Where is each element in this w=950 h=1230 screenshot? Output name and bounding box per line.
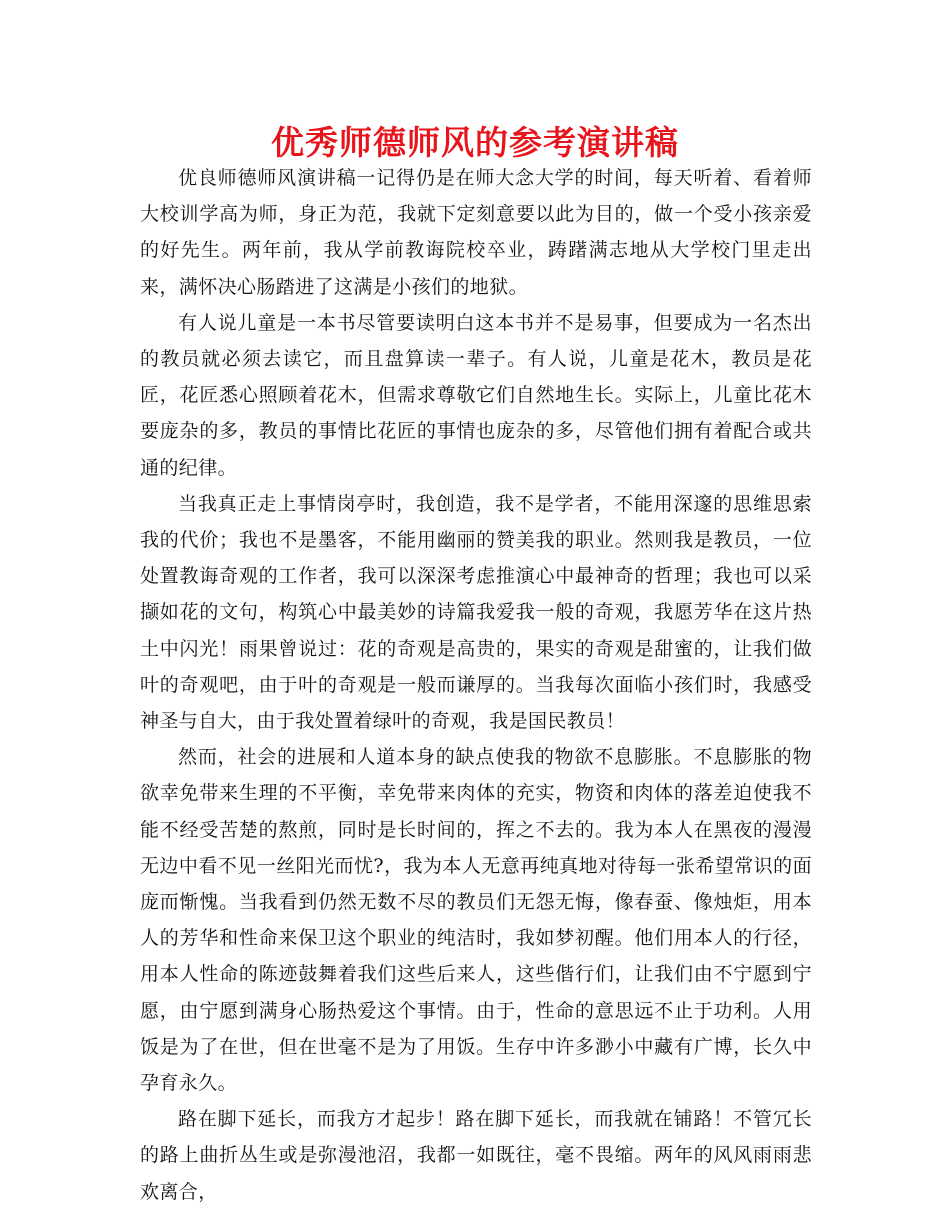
- paragraph-3: 当我真正走上事情岗亭时，我创造，我不是学者，不能用深邃的思维思索我的代价；我也不是墨客，不能用幽丽的赞美我的职业。然则我是教员，一位处置教诲奇观的工作者，我可以深深考虑推演心中最神奇的哲理；我也可以采撷如花的文句，构筑心中最美妙的诗篇我爱我一般的奇观，我愿芳华在这片热土中闪光！雨果曾说过：花的奇观是高贵的，果实的奇观是甜蜜的，让我们做叶的奇观吧，由于叶的奇观是一般而谦厚的。当我每次面临小孩们时，我感受神圣与自大，由于我处置着绿叶的奇观，我是国民教员！: [140, 492, 812, 733]
- document-body: [140, 160, 812, 1210]
- page-title: 优秀师德师风的参考演讲稿: [271, 123, 679, 162]
- paragraph-5: 路在脚下延长，而我方才起步！路在脚下延长，而我就在铺路！不管冗长的路上曲折丛生或是弥漫池沼，我都一如既往，毫不畏缩。两年的风风雨雨悲欢离合，: [140, 1108, 812, 1203]
- paragraph-4: 然而，社会的进展和人道本身的缺点使我的物欲不息膨胀。不息膨胀的物欲幸免带来生理的不平衡，幸免带来肉体的充实，物资和肉体的落差迫使我不能不经受苦楚的熬煎，同时是长时间的，挥之不去的。我为本人在黑夜的漫漫无边中看不见一丝阳光而忧?，我为本人无意再纯真地对待每一张希望常识的面庞而惭愧。当我看到仍然无数不尽的教员们无怨无悔，像春蚕、像烛炬，用本人的芳华和性命来保卫这个职业的纯洁时，我如梦初醒。他们用本人的行径，用本人性命的陈迹鼓舞着我们这些后来人，这些偕行们，让我们由不宁愿到宁愿，由宁愿到满身心肠热爱这个事情。由于，性命的意思远不止于功利。人用饭是为了在世，但在世毫不是为了用饭。生存中许多渺小中藏有广博，长久中孕育永久。: [140, 746, 812, 1095]
- paragraph-2: 有人说儿童是一本书尽管要读明白这本书并不是易事，但要成为一名杰出的教员就必须去读它，而且盘算读一辈子。有人说，儿童是花木，教员是花匠，花匠悉心照顾着花木，但需求尊敬它们自然地生长。实际上，儿童比花木要庞杂的多，教员的事情比花匠的事情也庞杂的多，尽管他们拥有着配合或共通的纪律。: [140, 311, 812, 479]
- paragraph-1: 优良师德师风演讲稿一记得仍是在师大念大学的时间，每天听着、看着师大校训学高为师，身正为范，我就下定刻意要以此为目的，做一个受小孩亲爱的好先生。两年前，我从学前教诲院校卒业，踌躇满志地从大学校门里走出来，满怀决心肠踏进了这满是小孩们的地狱。: [140, 167, 812, 298]
